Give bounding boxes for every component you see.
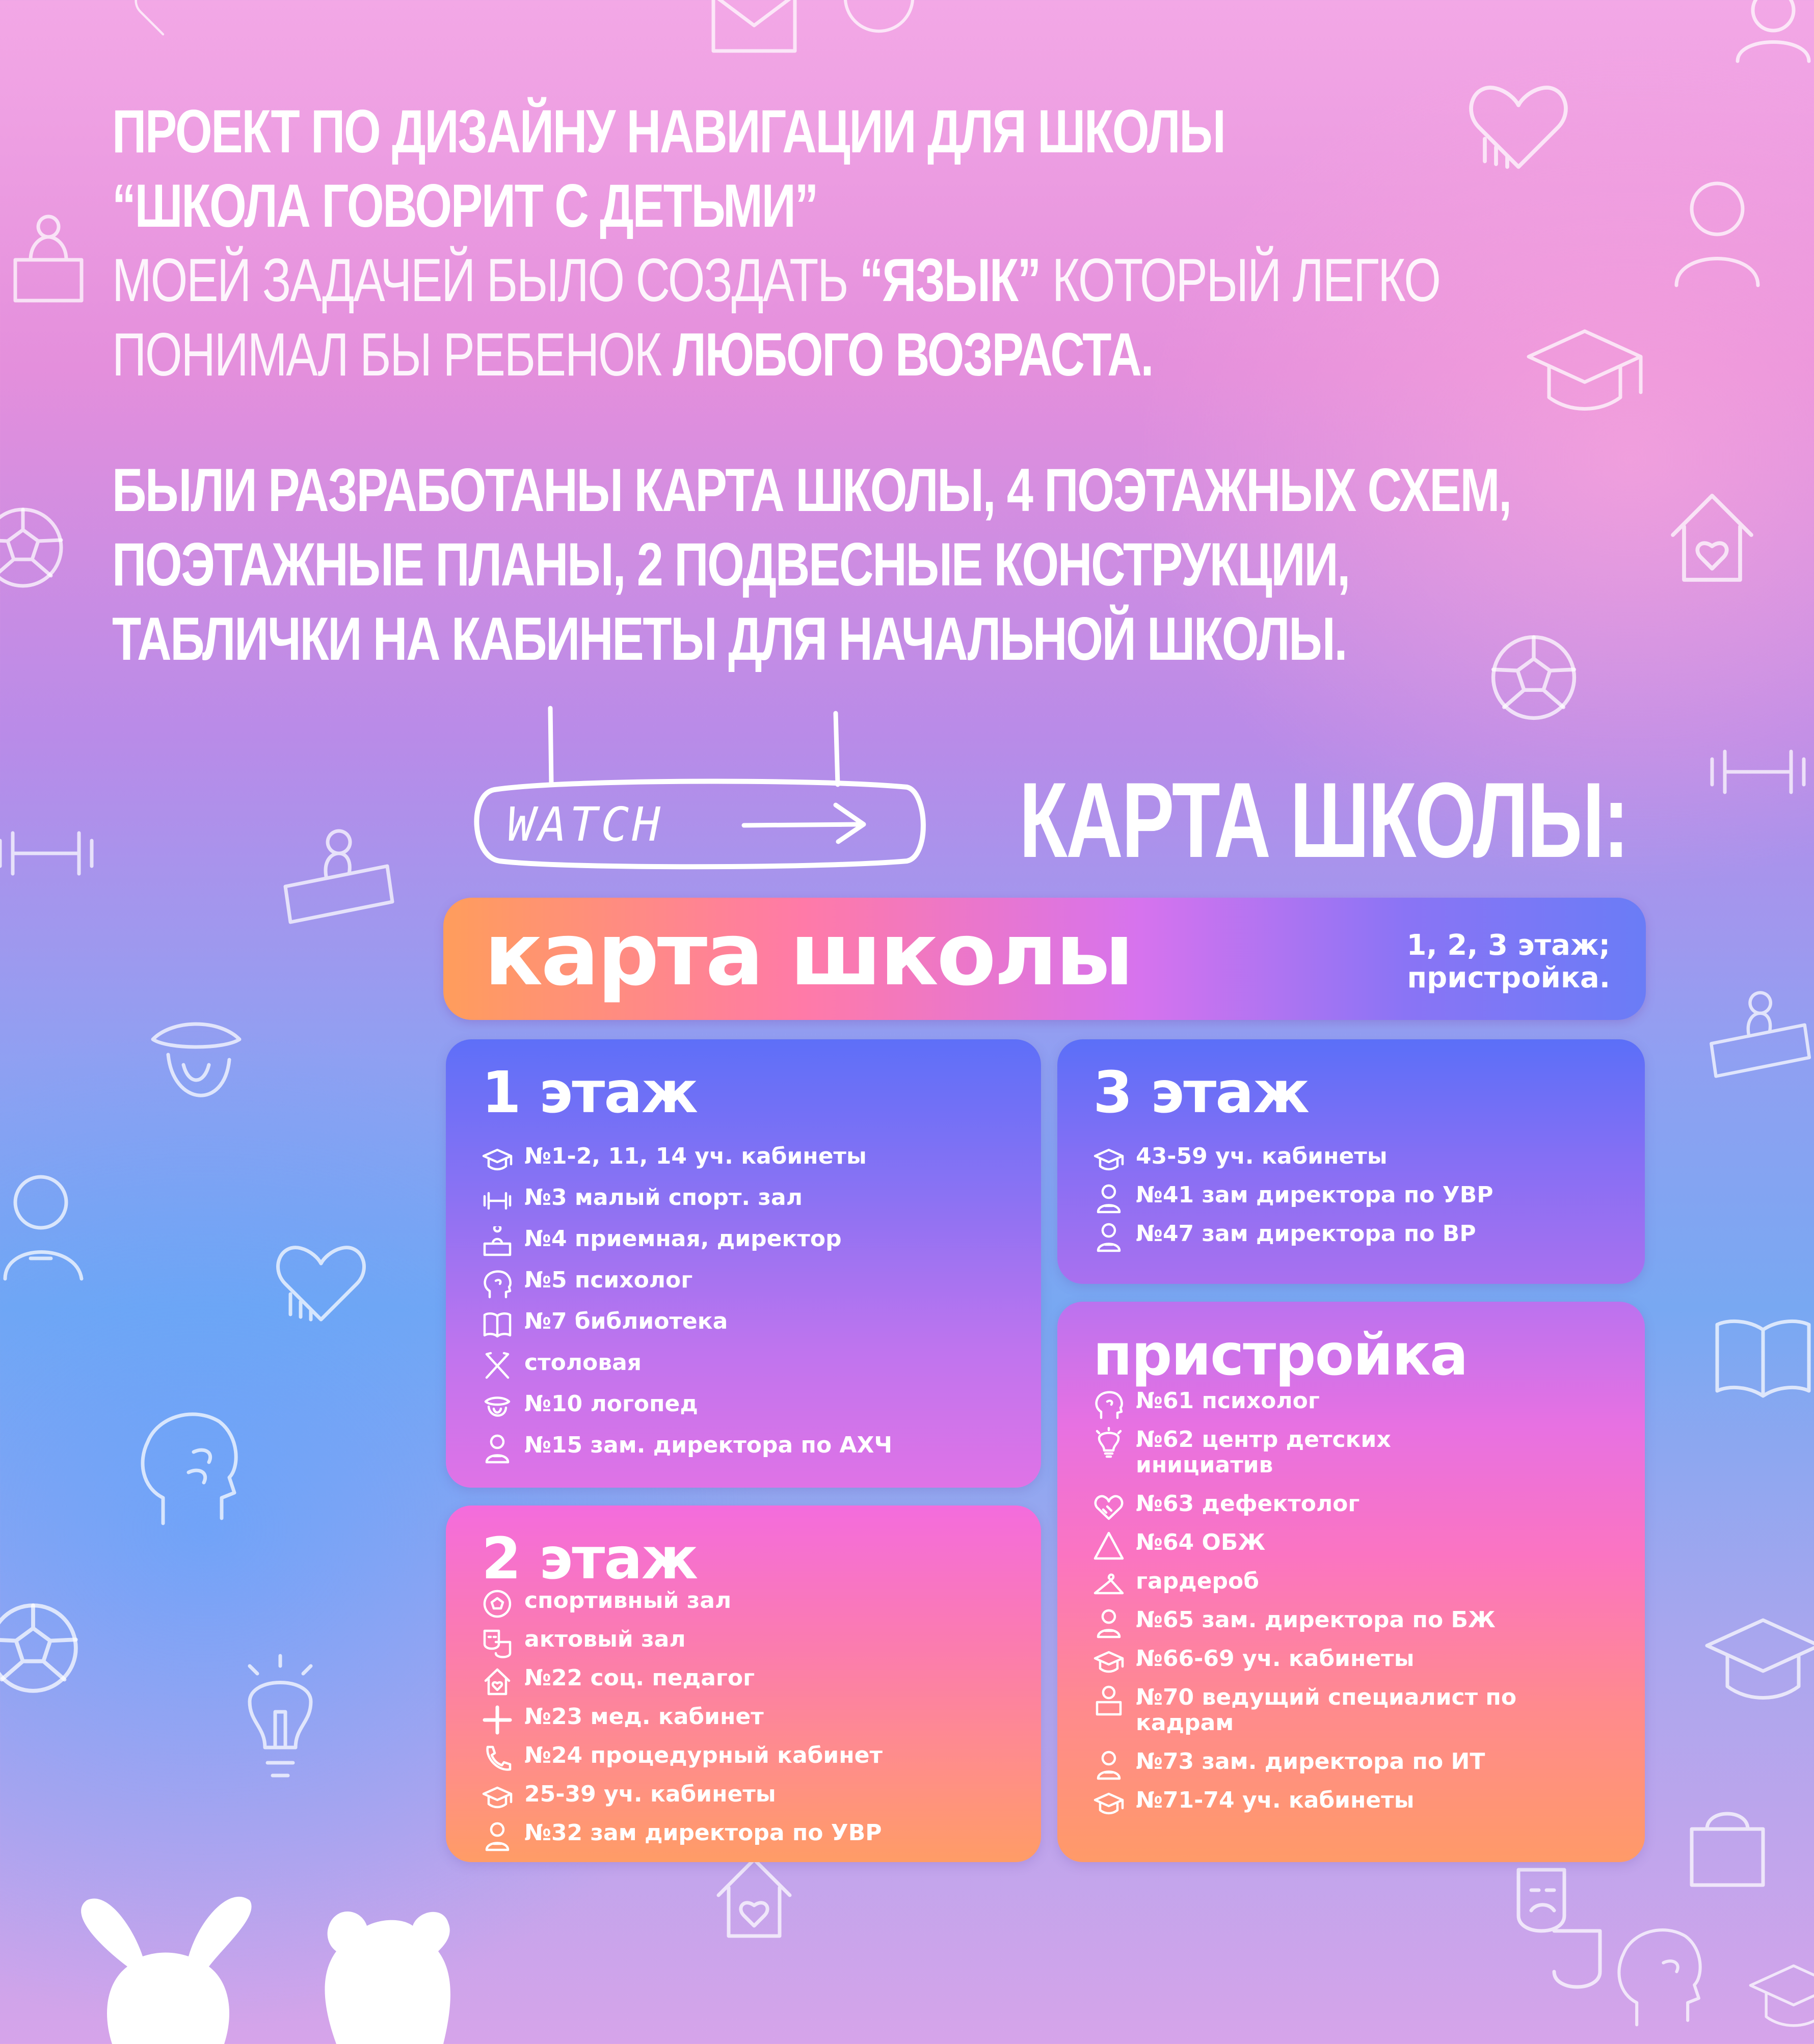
room-item bbox=[482, 1704, 883, 1730]
map-banner bbox=[443, 898, 1646, 1020]
room-label: столовая bbox=[524, 1350, 642, 1376]
intro-task-text: ПОНИМАЛ БЫ РЕБЕНОК bbox=[112, 320, 673, 389]
heart-hands-icon bbox=[122, 0, 204, 41]
room-label: №64 ОБЖ bbox=[1136, 1529, 1266, 1555]
room-label: спортивный зал bbox=[524, 1588, 732, 1613]
intro-deliverables-line: ТАБЛИЧКИ НА КАБИНЕТЫ ДЛЯ НАЧАЛЬНОЙ ШКОЛЫ. bbox=[112, 605, 1347, 673]
graduation-cap-icon bbox=[1093, 1646, 1125, 1678]
room-label: №32 зам директора по УВР bbox=[524, 1820, 882, 1846]
intro-task-text: МОЕЙ ЗАДАЧЕЙ БЫЛО СОЗДАТЬ bbox=[112, 246, 860, 314]
banner-title: карта школы bbox=[484, 904, 1132, 1005]
room-item bbox=[1093, 1388, 1516, 1414]
room-list bbox=[482, 1588, 883, 1859]
room-item bbox=[1093, 1491, 1516, 1517]
room-item bbox=[482, 1433, 892, 1458]
dumbbell-icon bbox=[482, 1185, 513, 1217]
room-label: №41 зам директора по УВР bbox=[1136, 1182, 1493, 1208]
speech-mouth-icon bbox=[482, 1391, 513, 1423]
room-item bbox=[1093, 1607, 1516, 1633]
room-item bbox=[482, 1185, 892, 1211]
room-item bbox=[1093, 1144, 1493, 1169]
room-item bbox=[482, 1820, 883, 1846]
room-list bbox=[482, 1144, 892, 1474]
room-item bbox=[1093, 1685, 1516, 1736]
ball-icon bbox=[482, 1588, 513, 1620]
watch-button[interactable] bbox=[459, 703, 978, 876]
theater-masks-icon bbox=[482, 1627, 513, 1658]
phone-icon bbox=[482, 1743, 513, 1774]
ball-icon bbox=[0, 504, 66, 591]
intro-task-line bbox=[112, 243, 1440, 317]
room-list bbox=[1093, 1144, 1493, 1260]
floor-title: 3 этаж bbox=[1093, 1060, 1309, 1126]
banner-subtitle: 1, 2, 3 этаж; пристройка. bbox=[1406, 929, 1610, 994]
psychology-head-icon bbox=[1093, 1388, 1125, 1420]
ball-icon bbox=[841, 0, 917, 36]
room-item bbox=[482, 1350, 892, 1376]
watch-sign-icon bbox=[459, 703, 978, 876]
room-label: №15 зам. директора по АХЧ bbox=[524, 1432, 893, 1458]
room-label: №63 дефектолог bbox=[1136, 1491, 1360, 1517]
person-icon bbox=[482, 1433, 513, 1464]
room-item bbox=[1093, 1569, 1516, 1594]
room-item bbox=[482, 1391, 892, 1417]
room-label: №73 зам. директора по ИТ bbox=[1136, 1749, 1485, 1774]
room-label: №62 центр детских инициатив bbox=[1136, 1427, 1391, 1478]
ball-icon bbox=[1488, 632, 1580, 723]
room-label: №10 логопед bbox=[524, 1391, 698, 1417]
room-item bbox=[482, 1588, 883, 1613]
person-icon bbox=[1093, 1182, 1125, 1214]
dumbbell-icon bbox=[1702, 744, 1814, 800]
psychology-head-icon bbox=[132, 1396, 250, 1528]
teacher-icon bbox=[1666, 168, 1768, 290]
person-icon bbox=[1093, 1749, 1125, 1781]
graduation-cap-icon bbox=[1697, 1605, 1814, 1717]
book-icon bbox=[1707, 1304, 1814, 1406]
floor-title: 2 этаж bbox=[482, 1526, 698, 1592]
teacher-icon bbox=[1676, 1798, 1778, 1900]
intro-text bbox=[112, 94, 1511, 676]
room-item bbox=[1093, 1182, 1493, 1208]
annex-title: пристройка bbox=[1093, 1322, 1468, 1388]
room-item bbox=[482, 1309, 892, 1334]
home-heart-icon bbox=[1656, 479, 1768, 591]
intro-task-line bbox=[112, 317, 1185, 392]
graduation-cap-icon bbox=[1518, 316, 1651, 428]
room-label: №71-74 уч. кабинеты bbox=[1136, 1787, 1415, 1813]
room-label: №66-69 уч. кабинеты bbox=[1136, 1646, 1415, 1672]
room-label: №1-2, 11, 14 уч. кабинеты bbox=[524, 1143, 867, 1169]
cutlery-icon bbox=[482, 1350, 513, 1382]
map-heading: КАРТА ШКОЛЫ: bbox=[1019, 760, 1628, 880]
reception-desk-icon bbox=[275, 825, 397, 927]
room-label: №24 процедурный кабинет bbox=[524, 1742, 883, 1768]
room-label: №61 психолог bbox=[1136, 1388, 1320, 1414]
annex-card bbox=[1057, 1302, 1645, 1862]
dumbbell-icon bbox=[0, 825, 102, 881]
triangle-icon bbox=[1093, 1530, 1125, 1562]
graduation-cap-icon bbox=[1743, 1951, 1814, 2043]
floor-card-2 bbox=[446, 1505, 1041, 1862]
room-label: 43-59 уч. кабинеты bbox=[1136, 1143, 1388, 1169]
room-label: 25-39 уч. кабинеты bbox=[524, 1781, 776, 1807]
teacher-icon bbox=[703, 0, 805, 61]
room-item bbox=[1093, 1530, 1516, 1555]
room-item bbox=[482, 1226, 892, 1252]
room-label: актовый зал bbox=[524, 1626, 686, 1652]
room-label: №5 психолог bbox=[524, 1267, 693, 1293]
reception-desk-icon bbox=[10, 214, 87, 306]
heart-hands-icon bbox=[1093, 1491, 1125, 1523]
graduation-cap-icon bbox=[1093, 1144, 1125, 1175]
intro-task-emphasis: “ЯЗЫК” bbox=[859, 246, 1041, 314]
room-label: №3 малый спорт. зал bbox=[524, 1185, 803, 1211]
floor-card-3 bbox=[1057, 1039, 1645, 1284]
person-icon bbox=[1093, 1221, 1125, 1253]
teacher-icon bbox=[0, 1162, 97, 1284]
reception-desk-icon bbox=[1702, 978, 1814, 1090]
speech-mouth-icon bbox=[138, 1004, 255, 1121]
intro-title-line: “ШКОЛА ГОВОРИТ С ДЕТЬМИ” bbox=[112, 172, 818, 240]
intro-deliverables-line: ПОЭТАЖНЫЕ ПЛАНЫ, 2 ПОДВЕСНЫЕ КОНСТРУКЦИИ, bbox=[112, 530, 1349, 599]
room-label: №70 ведущий специалист по кадрам bbox=[1136, 1684, 1517, 1736]
home-heart-icon bbox=[482, 1665, 513, 1697]
room-list bbox=[1093, 1388, 1516, 1826]
floor-card-1 bbox=[446, 1039, 1041, 1488]
room-item bbox=[482, 1627, 883, 1652]
room-item bbox=[482, 1665, 883, 1691]
graduation-cap-icon bbox=[482, 1144, 513, 1175]
floor-title: 1 этаж bbox=[482, 1060, 698, 1126]
room-label: №65 зам. директора по БЖ bbox=[1136, 1607, 1496, 1633]
intro-deliverables-line: БЫЛИ РАЗРАБОТАНЫ КАРТА ШКОЛЫ, 4 ПОЭТАЖНЫХ СХЕМ, bbox=[112, 456, 1511, 524]
room-item bbox=[482, 1144, 892, 1169]
reception-desk-icon bbox=[482, 1226, 513, 1258]
psychology-head-icon bbox=[482, 1268, 513, 1299]
book-icon bbox=[482, 1309, 513, 1340]
room-label: №23 мед. кабинет bbox=[524, 1704, 764, 1730]
room-label: №22 соц. педагог bbox=[524, 1665, 755, 1691]
person-icon bbox=[482, 1820, 513, 1852]
intro-task-text: КОТОРЫЙ ЛЕГКО bbox=[1040, 246, 1440, 314]
room-item bbox=[1093, 1749, 1516, 1774]
ball-icon bbox=[0, 1600, 82, 1697]
room-item bbox=[482, 1743, 883, 1768]
graduation-cap-icon bbox=[482, 1782, 513, 1813]
room-item bbox=[482, 1268, 892, 1293]
room-label: №4 приемная, директор bbox=[524, 1226, 842, 1252]
bear-mascot-icon bbox=[301, 1900, 474, 2044]
room-item bbox=[482, 1782, 883, 1807]
room-item bbox=[1093, 1221, 1493, 1247]
watch-label: WATCH bbox=[507, 797, 663, 852]
lightbulb-icon bbox=[1093, 1427, 1125, 1459]
room-label: №47 зам директора по ВР bbox=[1136, 1221, 1476, 1247]
lightbulb-icon bbox=[229, 1646, 331, 1788]
room-item bbox=[1093, 1788, 1516, 1813]
bunny-mascot-icon bbox=[56, 1880, 270, 2044]
theater-masks-icon bbox=[1508, 1860, 1610, 1992]
hanger-icon bbox=[1093, 1569, 1125, 1600]
specialist-icon bbox=[1093, 1685, 1125, 1716]
psychology-head-icon bbox=[1610, 1905, 1712, 2038]
heart-hands-icon bbox=[270, 1233, 372, 1330]
person-icon bbox=[1093, 1607, 1125, 1639]
room-label: гардероб bbox=[1136, 1568, 1259, 1594]
room-item bbox=[1093, 1427, 1516, 1478]
teacher-icon bbox=[1727, 0, 1814, 66]
intro-title-line: ПРОЕКТ ПО ДИЗАЙНУ НАВИГАЦИИ ДЛЯ ШКОЛЫ bbox=[112, 97, 1225, 166]
room-label: №7 библиотека bbox=[524, 1308, 728, 1334]
graduation-cap-icon bbox=[1093, 1788, 1125, 1819]
intro-task-emphasis: ЛЮБОГО ВОЗРАСТА. bbox=[673, 320, 1153, 389]
room-item bbox=[1093, 1646, 1516, 1672]
medical-cross-icon bbox=[482, 1704, 513, 1736]
